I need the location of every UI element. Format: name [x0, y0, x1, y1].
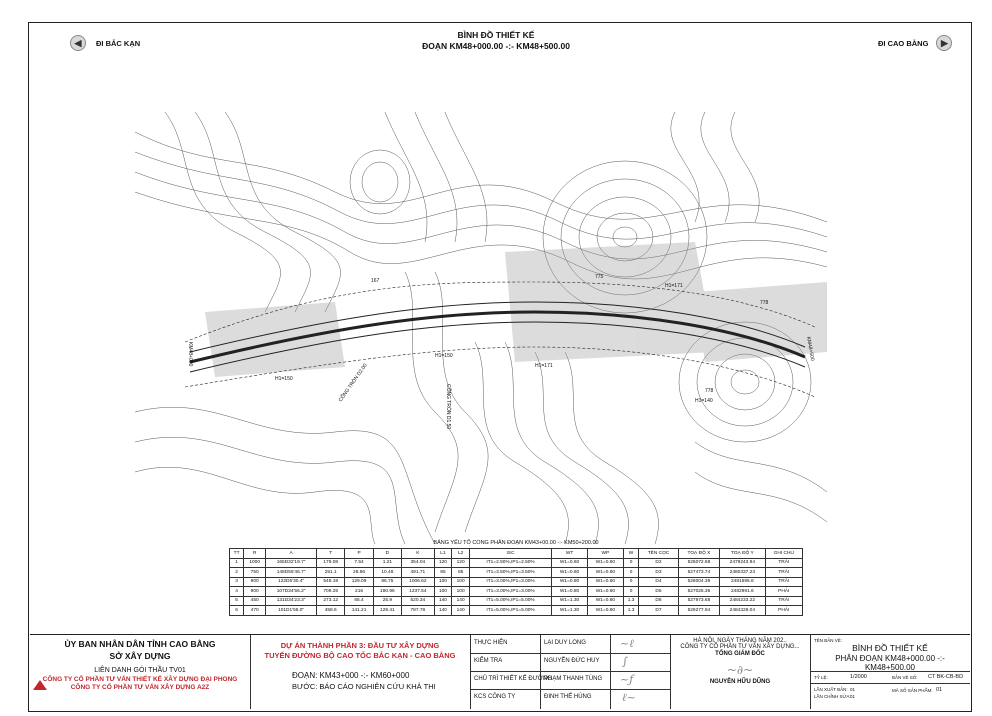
signature: ~ℓ [620, 637, 634, 650]
table-cell: IT1=3.50%,IP1=3.50% [469, 568, 551, 578]
drawing-title-1: BÌNH ĐỒ THIẾT KẾ [852, 643, 928, 653]
table-cell: IT1=3.00%,IP1=3.00% [469, 577, 551, 587]
table-cell: 100 [452, 577, 470, 587]
table-cell: 148D55'46.7" [266, 568, 317, 578]
consultant-block [30, 667, 250, 691]
nav-right-label: ĐI CAO BẰNG [878, 38, 929, 48]
signature: ~ƒ [620, 673, 634, 686]
table-cell: TRÁI [765, 596, 802, 606]
table-cell: 0 [623, 558, 639, 568]
station-start-label: KM48+000 [187, 342, 193, 367]
table-cell: 0 [623, 577, 639, 587]
drawing-title-block [810, 643, 970, 672]
table-cell: 273.12 [317, 596, 345, 606]
table-cell: 1.3 [623, 596, 639, 606]
topographic-map [135, 112, 827, 544]
table-cell: 0 [623, 587, 639, 597]
table-cell: 100 [452, 587, 470, 597]
table-cell: 5 [230, 596, 244, 606]
company-name-1: CÔNG TY CỔ PHẦN TƯ VẤN THIẾT KẾ XÂY DỰNG ĐẠI PHONG [42, 676, 238, 683]
height-label: H1=140 [695, 398, 713, 404]
table-cell: 2480337.23 [720, 568, 765, 578]
table-cell: 527473.74 [678, 568, 719, 578]
table-cell: 100 [434, 577, 452, 587]
culvert-label: CỐNG TRÒN D1.50 [445, 384, 451, 430]
role-label: THỰC HIỆN [474, 640, 508, 646]
company-name-2: CÔNG TY CỔ PHẦN TƯ VẤN XÂY DỰNG A2Z [70, 684, 210, 691]
table-cell: 2481595.8 [720, 577, 765, 587]
table-row [230, 596, 803, 606]
table-cell: 140 [434, 606, 452, 616]
table-cell: D7 [639, 606, 678, 616]
table-cell: 216 [345, 587, 373, 597]
table-cell: W1=0.60 [552, 558, 588, 568]
director-title: TỔNG GIÁM ĐỐC [715, 651, 765, 657]
table-header: L1 [434, 549, 452, 559]
signature: ℓ~ [622, 691, 636, 704]
table-header: L2 [452, 549, 470, 559]
table-header: GHI CHÚ [765, 549, 802, 559]
signature: ∫ [622, 655, 628, 668]
table-cell: 180.96 [373, 587, 401, 597]
table-cell: 85 [434, 568, 452, 578]
table-cell: D6 [639, 596, 678, 606]
table-caption: BẢNG YẾU TỐ CONG PHÂN ĐOẠN KM43+00.00 -:- KM50+200.00 [433, 540, 599, 546]
arrow-left-icon: ◀ [70, 35, 86, 51]
elevation-label: 778 [705, 388, 714, 394]
project-line-1: DỰ ÁN THÀNH PHẦN 3: ĐẦU TƯ XÂY DỰNG [280, 641, 440, 650]
table-cell: 2479243.94 [720, 558, 765, 568]
table-cell: 1.3 [623, 606, 639, 616]
table-cell: 787.78 [402, 606, 435, 616]
table-cell: 100 [434, 587, 452, 597]
table-cell: 2484233.22 [720, 596, 765, 606]
table-cell: 525072.68 [678, 558, 719, 568]
cut-fill-hatching [205, 242, 827, 377]
table-cell: 107D34'56.2" [266, 587, 317, 597]
role-name: PHẠM THANH TÙNG [544, 676, 603, 682]
table-cell: 6 [230, 606, 244, 616]
revision-value: 01 [850, 694, 856, 699]
table-cell: 709.25 [317, 587, 345, 597]
table-cell: TRÁI [765, 558, 802, 568]
height-label: H1=150 [435, 353, 453, 359]
height-label: H1=150 [275, 376, 293, 382]
table-row [230, 558, 803, 568]
table-cell: 527973.68 [678, 596, 719, 606]
issue-value: 01 [850, 687, 856, 692]
curve-elements-table [229, 538, 803, 616]
table-row [230, 577, 803, 587]
table-cell: 900 [244, 577, 266, 587]
table-header: W [623, 549, 639, 559]
table-cell: 179.08 [317, 558, 345, 568]
director-name: NGUYỄN HỮU DŨNG [709, 679, 771, 685]
height-label: H1=171 [535, 363, 553, 369]
director-signature: ~∂~ [726, 663, 754, 677]
table-cell: PHẢI [765, 606, 802, 616]
table-cell: IT1=3.00%,IP1=3.00% [469, 587, 551, 597]
table-cell: 28.86 [345, 568, 373, 578]
arrow-right-icon: ▶ [936, 35, 952, 51]
role-name: NGUYỄN ĐỨC HUY [544, 658, 600, 664]
table-row [230, 568, 803, 578]
table-cell: W1=0.60 [587, 568, 623, 578]
sheet-label: MÃ SỐ SẢN PHẨM: [892, 688, 933, 693]
company-logo [32, 679, 48, 691]
table-cell: 1006.62 [402, 577, 435, 587]
table-header: R [244, 549, 266, 559]
table-header: P [345, 549, 373, 559]
department-name: SỞ XÂY DỰNG [109, 651, 171, 661]
table-cell: 7.54 [345, 558, 373, 568]
table-header: TÊN CỌC [639, 549, 678, 559]
project-block [250, 641, 470, 660]
table-cell: 2482991.6 [720, 587, 765, 597]
table-row [230, 606, 803, 616]
page-title [0, 30, 992, 52]
scale-label: TỶ LỆ: [814, 675, 828, 680]
table-cell: 1.21 [373, 558, 401, 568]
title-line-2: ĐOẠN KM48+000.00 -:- KM48+500.00 [422, 41, 570, 51]
table-cell: 101D1'55.0" [266, 606, 317, 616]
table-cell: 354.04 [402, 558, 435, 568]
table-cell: 527025.36 [678, 587, 719, 597]
table-cell: 131D34'23.3" [266, 596, 317, 606]
table-cell: 520.34 [402, 596, 435, 606]
table-cell: IT1=5.00%,IP1=5.00% [469, 606, 551, 616]
project-line-2: TUYẾN ĐƯỜNG BỘ CAO TỐC BẮC KẠN - CAO BẰNG [264, 651, 456, 660]
table-header: TT [230, 549, 244, 559]
table-header: WT [552, 549, 588, 559]
owner-block [30, 639, 250, 661]
table-cell: 65.4 [345, 596, 373, 606]
table-cell: 491.71 [402, 568, 435, 578]
table-cell: D3 [639, 568, 678, 578]
table-cell: IT1=2.50%,IP1=2.50% [469, 558, 551, 568]
table-cell: 140 [452, 606, 470, 616]
table-header: D [373, 549, 401, 559]
station-end-label: KM48+500 [805, 336, 816, 362]
table-cell: 750 [244, 568, 266, 578]
table-cell: 470 [244, 606, 266, 616]
table-row [230, 587, 803, 597]
table-cell: 2484329.04 [720, 606, 765, 616]
table-header: WP [587, 549, 623, 559]
table-cell: TRÁI [765, 568, 802, 578]
table-cell: W1=0.60 [587, 606, 623, 616]
table-cell: W1=0.60 [587, 596, 623, 606]
height-label: H1=171 [665, 283, 683, 289]
table-cell: 10.48 [373, 568, 401, 578]
table-header: A [266, 549, 317, 559]
table-cell: TRÁI [765, 577, 802, 587]
table-cell: W1=0.60 [587, 558, 623, 568]
table-cell: PHẢI [765, 587, 802, 597]
drawing-name-label: TÊN BẢN VẼ: [814, 638, 843, 643]
drawing-no-value: CT BK-CB-BD [928, 674, 964, 680]
table-cell: D4 [639, 577, 678, 587]
table-cell: W1=0.80 [552, 577, 588, 587]
table-cell: W1=0.60 [587, 577, 623, 587]
section-line: ĐOẠN: KM43+000 -:- KM60+000 [292, 671, 410, 680]
table-cell: W1=1.30 [552, 596, 588, 606]
table-cell: 120 [434, 558, 452, 568]
role-name: ĐINH THẾ HÙNG [544, 694, 592, 700]
stage-line: BƯỚC: BÁO CÁO NGHIÊN CỨU KHẢ THI [292, 682, 436, 691]
section-block [292, 671, 470, 691]
table-cell: 549.19 [317, 577, 345, 587]
table-cell: W1=1.30 [552, 606, 588, 616]
table-cell: D5 [639, 587, 678, 597]
consortium-name: LIÊN DANH GÓI THẦU TV01 [94, 667, 186, 674]
drawing-no-label: BẢN VẼ SỐ: [892, 675, 918, 680]
table-cell: IT1=5.00%,IP1=5.00% [469, 596, 551, 606]
table-cell: 140 [434, 596, 452, 606]
table-cell: 3 [230, 577, 244, 587]
table-cell: 129.09 [345, 577, 373, 587]
table-cell: 528004.39 [678, 577, 719, 587]
table-cell: 165D32'19.7" [266, 558, 317, 568]
table-cell: 2 [230, 568, 244, 578]
drawing-title-2: PHÂN ĐOẠN KM48+000.00 -:- KM48+500.00 [835, 654, 945, 672]
table-cell: W1=0.80 [552, 568, 588, 578]
table-cell: 140 [452, 596, 470, 606]
table-cell: 1000 [244, 558, 266, 568]
role-label: CHỦ TRÌ THIẾT KẾ ĐƯỜNG [474, 676, 552, 682]
table-header: T [317, 549, 345, 559]
role-name: LẠI DUY LONG [544, 640, 586, 646]
elevation-label: 167 [371, 278, 380, 284]
table-cell: 122D5'30.4" [266, 577, 317, 587]
table-cell: 900 [244, 587, 266, 597]
elevation-label: 778 [760, 300, 769, 306]
elevation-label: 775 [595, 274, 604, 280]
authority-name: ỦY BAN NHÂN DÂN TỈNH CAO BẰNG [64, 639, 216, 649]
table-cell: 120 [452, 558, 470, 568]
table-cell: 0 [623, 568, 639, 578]
table-cell: 450 [244, 596, 266, 606]
nav-right-button[interactable] [878, 34, 952, 52]
role-label: KIỂM TRA [474, 658, 503, 664]
table-cell: 86.75 [373, 577, 401, 587]
table-cell: D2 [639, 558, 678, 568]
nav-left-label: ĐI BẮC KẠN [96, 38, 141, 48]
table-header: TOẠ ĐỘ X [678, 549, 719, 559]
table-cell: 1 [230, 558, 244, 568]
role-label: KCS CÔNG TY [474, 694, 516, 700]
approval-company: CÔNG TY CỔ PHẦN TƯ VẤN XÂY DỰNG... [680, 644, 800, 650]
table-cell: 458.6 [317, 606, 345, 616]
nav-left-button[interactable] [70, 34, 140, 52]
revision-label: LẦN CHỈNH SỬA: [814, 694, 851, 699]
table-cell: 25.9 [373, 596, 401, 606]
table-header: ISC [469, 549, 551, 559]
approval-block [670, 638, 810, 685]
culvert-label: CỐNG TRÒN D2.00 [337, 362, 369, 404]
table-cell: 4 [230, 587, 244, 597]
table-header: K [402, 549, 435, 559]
table-header-row [230, 549, 803, 559]
table-cell: 251.1 [317, 568, 345, 578]
table-cell: 1237.54 [402, 587, 435, 597]
date-line: HÀ NỘI, NGÀY THÁNG NĂM 202.. [693, 638, 787, 644]
scale-value: 1/2000 [850, 674, 867, 680]
table-header: TOẠ ĐỘ Y [720, 549, 765, 559]
table-cell: W1=0.80 [552, 587, 588, 597]
table-cell: 141.21 [345, 606, 373, 616]
title-block [30, 634, 970, 709]
title-line-1: BÌNH ĐỒ THIẾT KẾ [457, 30, 535, 40]
table-cell: 85 [452, 568, 470, 578]
table-cell: W1=0.60 [587, 587, 623, 597]
table-cell: 129.41 [373, 606, 401, 616]
table-cell: 529277.94 [678, 606, 719, 616]
sheet-value: 01 [936, 687, 943, 693]
issue-label: LẦN XUẤT BẢN: [814, 687, 848, 692]
